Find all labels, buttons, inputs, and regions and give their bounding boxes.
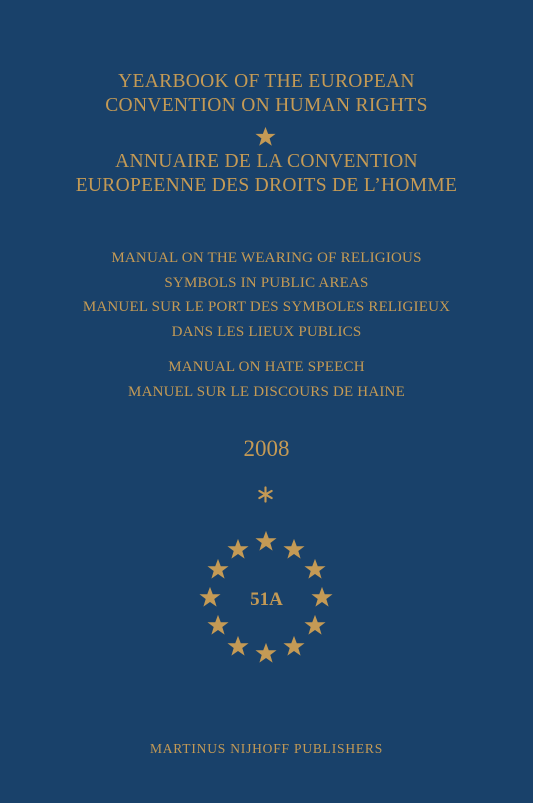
title-french-line-2: EUROPEENNE DES DROITS DE L’HOMME [75,175,458,196]
title-english-line-2: CONVENTION ON HUMAN RIGHTS [105,95,428,116]
manual-1-line-3: MANUEL SUR LE PORT DES SYMBOLES RELIGIEUX [82,299,451,315]
emblem-star-icon [227,538,249,560]
publisher-name: MARTINUS NIJHOFF PUBLISHERS [149,741,384,756]
volume-number: 51A [250,589,283,610]
manual-2-line-2: MANUEL SUR LE DISCOURS DE HAINE [128,383,405,400]
title-english-line-1: YEARBOOK OF THE EUROPEAN [118,71,415,92]
emblem-star-icon [283,635,305,657]
emblem-star-icon [304,558,326,580]
manual-1-line-4: DANS LES LIEUX PUBLICS [171,323,362,340]
title-english [0,70,533,118]
manual-hate-speech [0,355,533,404]
star-icon [255,126,276,147]
emblem-star-icon [255,530,277,552]
manual-1-line-2: SYMBOLS IN PUBLIC AREAS [164,274,369,291]
emblem-star-icon [283,538,305,560]
manual-2-line-1: MANUAL ON HATE SPEECH [168,359,365,375]
emblem-star-icon [207,614,229,636]
asterisk-icon [257,486,274,503]
emblem-star-icon [255,642,277,664]
emblem-star-icon [207,558,229,580]
emblem-star-icon [304,614,326,636]
edition-year: 2008 [243,436,290,461]
title-french-line-1: ANNUAIRE DE LA CONVENTION [115,151,418,172]
manual-1-line-1: MANUAL ON THE WEARING OF RELIGIOUS [111,250,422,266]
manual-religious-symbols [0,246,533,344]
title-french [0,150,533,198]
emblem-star-icon [227,635,249,657]
